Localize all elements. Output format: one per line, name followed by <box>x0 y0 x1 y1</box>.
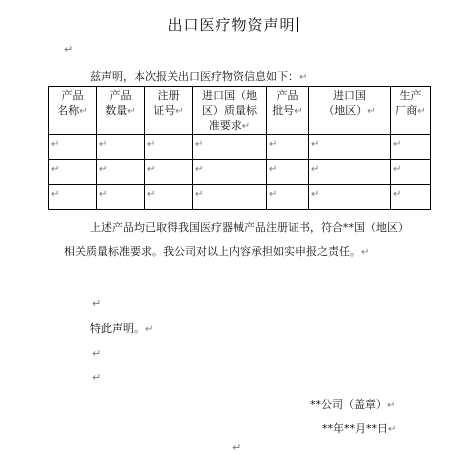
paragraph-mark: ↵ <box>269 164 278 175</box>
paragraph-mark: ↵ <box>195 164 204 175</box>
paragraph-mark: ↵ <box>195 189 204 200</box>
header-product-name[interactable]: 产品 名称↵ <box>49 87 97 135</box>
header-registration-no[interactable]: 注册 证号↵ <box>145 87 193 135</box>
header-import-country[interactable]: 进口国 （地区）↵ <box>309 87 391 135</box>
table-header-row <box>49 87 431 135</box>
paragraph-mark: ↵ <box>232 441 242 454</box>
paragraph-mark: ↵ <box>145 324 154 335</box>
paragraph-mark: ↵ <box>147 164 156 175</box>
table-cell[interactable] <box>49 135 97 160</box>
statement-paragraph <box>64 216 409 264</box>
paragraph-mark: ↵ <box>147 139 156 150</box>
table-body <box>49 135 431 210</box>
info-table <box>48 86 431 210</box>
table-cell[interactable] <box>309 160 391 185</box>
paragraph-mark: ↵ <box>51 189 60 200</box>
intro-text: 兹声明，本次报关出口医疗物资信息如下： <box>90 70 299 83</box>
header-manufacturer[interactable]: 生产 厂商↵ <box>391 87 431 135</box>
text-cursor <box>297 17 298 32</box>
table-row <box>49 185 431 210</box>
paragraph-mark: ↵ <box>99 164 108 175</box>
paragraph-mark: ↵ <box>299 72 308 83</box>
header-quality-standard[interactable]: 进口国（地 区）质量标 准要求↵ <box>193 87 267 135</box>
signature-company: **公司（盖章） <box>310 398 387 411</box>
table-row <box>49 135 431 160</box>
paragraph-mark: ↵ <box>388 424 397 435</box>
document-title: 出口医疗物资声明 <box>167 16 296 34</box>
table-row <box>49 160 431 185</box>
paragraph-mark: ↵ <box>92 371 102 384</box>
paragraph-mark: ↵ <box>269 189 278 200</box>
paragraph-mark: ↵ <box>361 247 370 258</box>
signature-date-line <box>322 420 396 436</box>
table-cell[interactable] <box>391 160 431 185</box>
table-cell[interactable] <box>97 135 145 160</box>
paragraph-mark: ↵ <box>387 400 396 411</box>
table-cell[interactable] <box>309 185 391 210</box>
table-cell[interactable] <box>145 135 193 160</box>
paragraph-mark: ↵ <box>311 139 320 150</box>
paragraph-mark: ↵ <box>92 297 102 310</box>
table-cell[interactable] <box>49 160 97 185</box>
header-product-quantity[interactable]: 产品 数量↵ <box>97 87 145 135</box>
intro-line <box>90 68 307 84</box>
paragraph-mark: ↵ <box>51 139 60 150</box>
table-cell[interactable] <box>193 160 267 185</box>
table-cell[interactable] <box>193 135 267 160</box>
table-cell[interactable] <box>145 185 193 210</box>
table-cell[interactable] <box>391 185 431 210</box>
signature-company-line <box>310 396 395 412</box>
paragraph-mark: ↵ <box>269 139 278 150</box>
closing-text: 特此声明。 <box>90 322 145 335</box>
table-cell[interactable] <box>267 160 309 185</box>
table-cell[interactable] <box>267 185 309 210</box>
table-cell[interactable] <box>145 160 193 185</box>
paragraph-mark: ↵ <box>311 189 320 200</box>
table-cell[interactable] <box>267 135 309 160</box>
paragraph-mark: ↵ <box>92 347 102 360</box>
table-cell[interactable] <box>97 160 145 185</box>
table-cell[interactable] <box>309 135 391 160</box>
paragraph-mark: ↵ <box>393 164 402 175</box>
paragraph-mark: ↵ <box>51 164 60 175</box>
closing-line <box>90 320 153 336</box>
paragraph-mark: ↵ <box>147 189 156 200</box>
table-cell[interactable] <box>97 185 145 210</box>
table-cell[interactable] <box>391 135 431 160</box>
table-cell[interactable] <box>49 185 97 210</box>
table-cell[interactable] <box>193 185 267 210</box>
paragraph-mark: ↵ <box>393 189 402 200</box>
paragraph-mark: ↵ <box>99 189 108 200</box>
paragraph-mark: ↵ <box>64 43 74 56</box>
signature-date: **年**月**日 <box>322 422 388 435</box>
paragraph-mark: ↵ <box>195 139 204 150</box>
statement-text: 上述产品均已取得我国医疗器械产品注册证书，符合**国（地区）相关质量标准要求。我公司对以上内容承担如实申报之责任。 <box>64 221 409 258</box>
paragraph-mark: ↵ <box>393 139 402 150</box>
paragraph-mark: ↵ <box>311 164 320 175</box>
paragraph-mark: ↵ <box>99 139 108 150</box>
header-batch-no[interactable]: 产品 批号↵ <box>267 87 309 135</box>
